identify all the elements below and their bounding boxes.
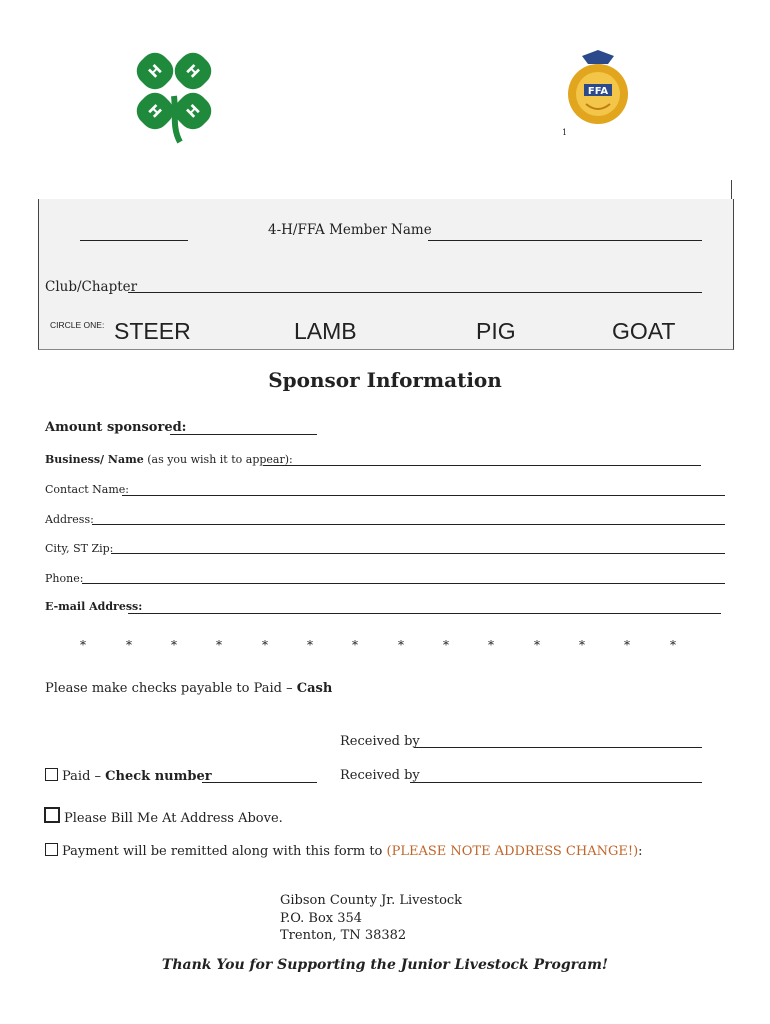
ffa-text: FFA bbox=[587, 86, 609, 97]
email-line[interactable] bbox=[128, 613, 721, 614]
business-hint: (as you wish it to appear): bbox=[143, 453, 293, 466]
paid-check-prefix: Paid – bbox=[62, 769, 106, 784]
bill-me-label: Please Bill Me At Address Above. bbox=[64, 811, 283, 826]
separator-star: * bbox=[534, 638, 540, 652]
separator-star: * bbox=[443, 638, 449, 652]
clover-letter: H bbox=[145, 61, 166, 82]
separator-star: * bbox=[262, 638, 268, 652]
address-line[interactable] bbox=[92, 524, 725, 525]
option-goat[interactable]: GOAT bbox=[612, 318, 676, 344]
cash-label: Cash bbox=[296, 681, 333, 696]
member-name-label: 4-H/FFA Member Name bbox=[268, 222, 432, 238]
remit-row bbox=[45, 843, 643, 859]
member-box-edge bbox=[731, 180, 732, 200]
separator-star: * bbox=[216, 638, 222, 652]
separator-star: * bbox=[80, 638, 86, 652]
mailing-line-2: P.O. Box 354 bbox=[280, 910, 363, 926]
remit-text: Payment will be remitted along with this form to bbox=[62, 844, 387, 859]
clover-letter: H bbox=[183, 101, 204, 122]
option-pig[interactable]: PIG bbox=[476, 318, 516, 344]
amount-line[interactable] bbox=[170, 434, 317, 435]
amount-label: Amount sponsored: bbox=[45, 420, 187, 435]
clover-letter: H bbox=[182, 61, 203, 82]
separator-star: * bbox=[307, 638, 313, 652]
member-name-prefix-line[interactable] bbox=[80, 240, 188, 241]
remit-suffix: : bbox=[638, 844, 643, 859]
contact-line[interactable] bbox=[122, 495, 725, 496]
mailing-address bbox=[280, 892, 462, 945]
ffa-mark: 1 bbox=[562, 128, 568, 137]
sponsor-heading: Sponsor Information bbox=[268, 368, 502, 392]
business-label: Business/ Name bbox=[45, 453, 144, 466]
contact-label: Contact Name: bbox=[45, 483, 130, 496]
received-by-line-2[interactable] bbox=[410, 782, 702, 783]
clover-letter: H bbox=[144, 101, 165, 122]
option-lamb[interactable]: LAMB bbox=[294, 318, 357, 344]
bill-me-checkbox[interactable] bbox=[44, 807, 60, 823]
member-name-line[interactable] bbox=[428, 240, 702, 241]
received-by-label-2: Received by bbox=[340, 768, 420, 783]
club-chapter-label: Club/Chapter bbox=[45, 279, 138, 295]
separator-star: * bbox=[579, 638, 585, 652]
option-steer[interactable]: STEER bbox=[114, 318, 191, 344]
city-label: City, ST Zip: bbox=[45, 542, 114, 555]
received-by-label-1: Received by bbox=[340, 734, 420, 749]
phone-label: Phone: bbox=[45, 572, 84, 585]
checks-payable-text: Please make checks payable to Paid – bbox=[45, 681, 297, 696]
remit-checkbox[interactable] bbox=[45, 843, 58, 856]
separator-star: * bbox=[624, 638, 630, 652]
thank-you-message: Thank You for Supporting the Junior Livestock Program! bbox=[161, 957, 609, 973]
4h-clover-logo bbox=[128, 50, 222, 144]
circle-one-label: CIRCLE ONE: bbox=[50, 320, 105, 330]
separator-star: * bbox=[352, 638, 358, 652]
paid-check-row bbox=[45, 768, 212, 784]
separator-star: * bbox=[670, 638, 676, 652]
separator-star: * bbox=[488, 638, 494, 652]
ffa-emblem-logo bbox=[562, 48, 634, 128]
city-line[interactable] bbox=[111, 553, 725, 554]
separator-star: * bbox=[126, 638, 132, 652]
paid-check-checkbox[interactable] bbox=[45, 768, 58, 781]
address-label: Address: bbox=[45, 513, 94, 526]
mailing-line-3: Trenton, TN 38382 bbox=[280, 928, 407, 943]
phone-line[interactable] bbox=[82, 583, 725, 584]
business-row bbox=[45, 453, 293, 466]
separator-star: * bbox=[171, 638, 177, 652]
address-change-note: (PLEASE NOTE ADDRESS CHANGE!) bbox=[386, 844, 639, 859]
separator-star: * bbox=[398, 638, 404, 652]
club-chapter-line[interactable] bbox=[128, 292, 702, 293]
check-number-label: Check number bbox=[105, 769, 212, 784]
received-by-line-1[interactable] bbox=[414, 747, 702, 748]
checks-payable-row bbox=[45, 681, 332, 696]
check-number-line[interactable] bbox=[202, 782, 317, 783]
mailing-line-1: Gibson County Jr. Livestock bbox=[280, 893, 463, 908]
email-label: E-mail Address: bbox=[45, 600, 143, 613]
bill-me-row bbox=[44, 807, 283, 826]
business-line[interactable] bbox=[263, 465, 701, 466]
